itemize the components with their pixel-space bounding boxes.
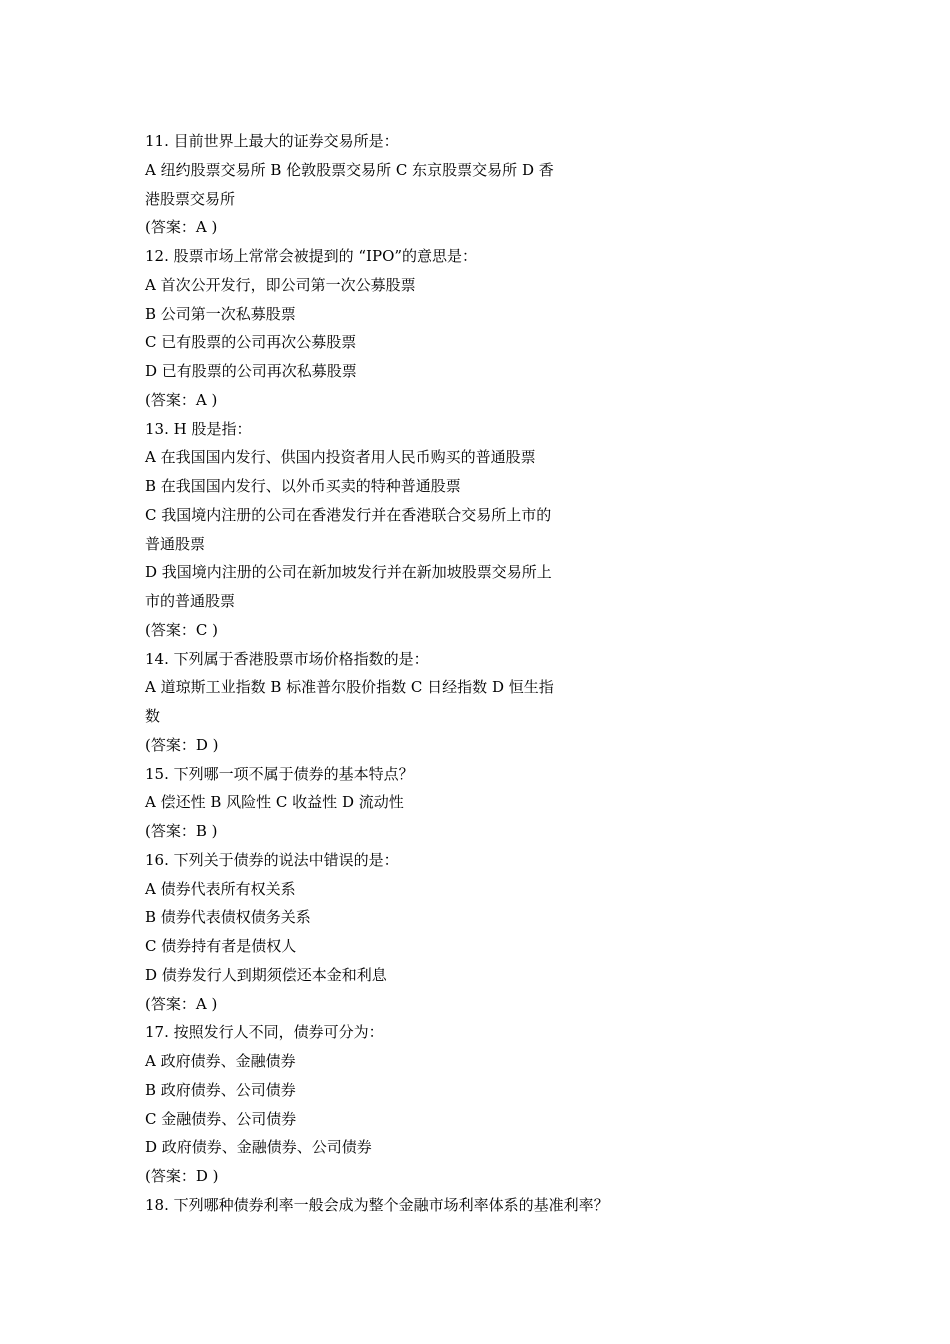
- question-11-answer: (答案：A ): [145, 218, 218, 237]
- question-12-option-b: B 公司第一次私募股票: [145, 304, 296, 323]
- question-11-options-cont: 港股票交易所: [145, 189, 236, 208]
- question-16-text: 16. 下列关于债券的说法中错误的是：: [145, 850, 399, 869]
- question-13-text: 13. H 股是指：: [145, 419, 252, 438]
- question-13-answer: (答案：C ): [145, 620, 218, 639]
- question-12-option-a: A 首次公开发行，即公司第一次公募股票: [145, 275, 416, 294]
- question-14-options-cont: 数: [145, 707, 161, 725]
- question-13-option-a: A 在我国国内发行、供国内投资者用人民币购买的普通股票: [145, 448, 536, 467]
- question-17-option-c: C 金融债券、公司债券: [145, 1109, 297, 1128]
- question-15-options: A 偿还性 B 风险性 C 收益性 D 流动性: [145, 793, 404, 812]
- question-12-option-c: C 已有股票的公司再次公募股票: [145, 333, 357, 352]
- question-12-answer: (答案：A ): [145, 390, 218, 409]
- question-12-option-d: D 已有股票的公司再次私募股票: [145, 362, 357, 380]
- question-13-option-c: C 我国境内注册的公司在香港发行并在香港联合交易所上市的: [145, 505, 552, 524]
- question-18-text: 18. 下列哪种债券利率一般会成为整个金融市场利率体系的基准利率？: [145, 1195, 609, 1214]
- question-11-text: 11. 目前世界上最大的证券交易所是：: [145, 132, 399, 150]
- document-body: [145, 127, 660, 1220]
- question-16-option-a: A 债券代表所有权关系: [145, 879, 296, 898]
- question-14-options: A 道琼斯工业指数 B 标准普尔股价指数 C 日经指数 D 恒生指: [145, 678, 554, 697]
- question-16-option-b: B 债券代表债权债务关系: [145, 908, 311, 927]
- question-13-option-c-cont: 普通股票: [145, 534, 206, 553]
- question-17-option-d: D 政府债券、金融债券、公司债券: [145, 1138, 372, 1157]
- question-16-option-c: C 债券持有者是债权人: [145, 937, 297, 955]
- question-17-answer: (答案：D ): [145, 1167, 219, 1185]
- question-12-text: 12. 股票市场上常常会被提到的 “IPO”的意思是：: [145, 247, 478, 265]
- question-17-option-b: B 政府债券、公司债券: [145, 1080, 296, 1099]
- question-13-option-d-cont: 市的普通股票: [145, 592, 236, 610]
- question-11-options: A 纽约股票交易所 B 伦敦股票交易所 C 东京股票交易所 D 香: [145, 160, 554, 179]
- question-14-answer: (答案：D ): [145, 735, 219, 754]
- question-13-option-d: D 我国境内注册的公司在新加坡发行并在新加坡股票交易所上: [145, 563, 552, 582]
- question-16-option-d: D 债券发行人到期须偿还本金和利息: [145, 965, 387, 984]
- question-15-text: 15. 下列哪一项不属于债券的基本特点？: [145, 764, 414, 783]
- question-15-answer: (答案：B ): [145, 822, 218, 840]
- question-13-option-b: B 在我国国内发行、以外币买卖的特种普通股票: [145, 477, 461, 495]
- question-17-option-a: A 政府债券、金融债券: [145, 1052, 296, 1070]
- question-17-text: 17. 按照发行人不同，债券可分为：: [145, 1023, 384, 1042]
- question-14-text: 14. 下列属于香港股票市场价格指数的是：: [145, 649, 429, 668]
- question-16-answer: (答案：A ): [145, 994, 218, 1013]
